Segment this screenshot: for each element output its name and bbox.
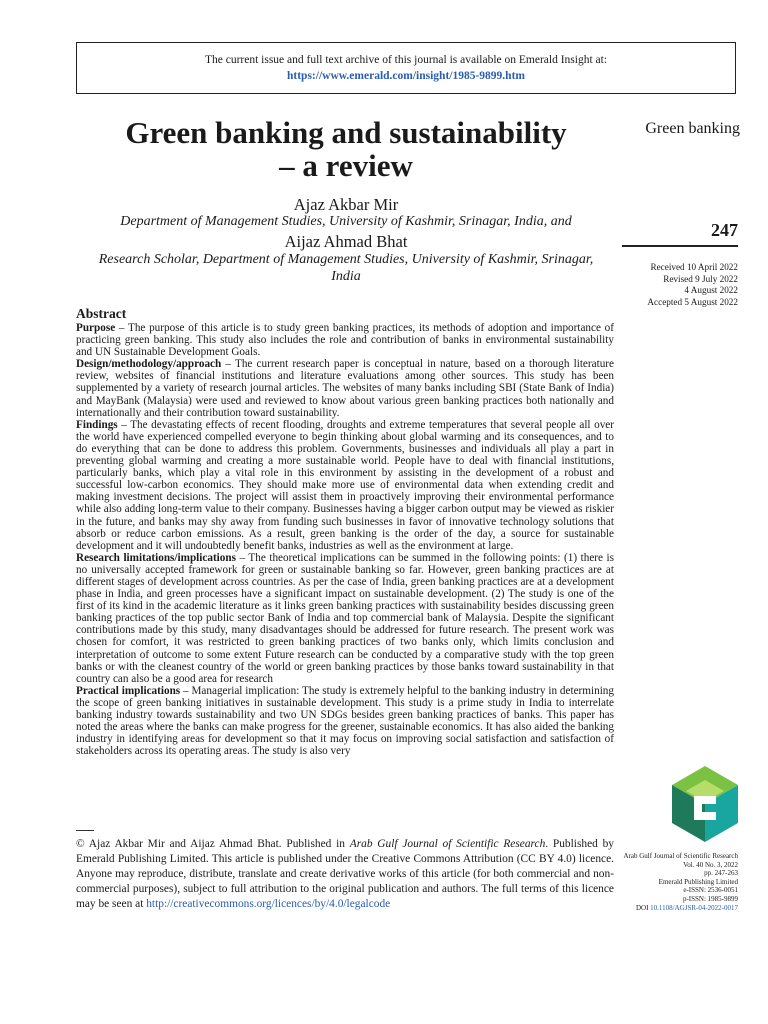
findings-label: Findings xyxy=(76,418,118,431)
abstract-findings xyxy=(76,419,614,552)
article-title xyxy=(76,116,616,182)
abstract-design xyxy=(76,358,614,418)
accepted-date: Accepted 5 August 2022 xyxy=(647,296,738,307)
doi-link[interactable]: 10.1108/AGJSR-04-2022-0017 xyxy=(650,903,738,912)
journal-eissn: e-ISSN: 2536-0051 xyxy=(683,886,738,895)
title-line-2: – a review xyxy=(279,148,413,183)
received-date: Received 10 April 2022 xyxy=(650,262,738,272)
practical-label: Practical implications xyxy=(76,684,181,697)
license-statement xyxy=(76,837,614,912)
abstract-limitations xyxy=(76,552,614,685)
running-head: Green banking xyxy=(645,120,740,137)
findings-text: – The devastating effects of recent flooding, droughts and extreme temperatures that several people all over the world have experienced compelled everyone to begin thinking about global warming and its consequences, and to do everything that can be done to address this problem. Governments, businesses and individuals all play a part in preventing global warming and creating a more sustainable world. People have to deal with financial institutions, particularly banks, which play a vital role in this environment by assisting in the development of a robust and successful low-carbon economics. They should make more use of environmental data when extending credit and making investment decisions. The project will assist them in proactively improving their environmental performance while also adding long-term value to their company. Businesses having a bigger carbon output may be viewed as riskier in the future, and banks may shy away from funding such businesses in favor of innovative technology solutions that absorb or reduce carbon emissions. As a result, green banking is the order of the day, a source for sustainable development and it will undoubtedly benefit banks, industries as well as the environment at large. xyxy=(76,418,614,552)
author-affiliation-1: Department of Management Studies, University of Kashmir, Srinagar, India, and xyxy=(120,214,572,229)
abstract-practical xyxy=(76,685,614,758)
submission-dates xyxy=(622,262,738,308)
design-label: Design/methodology/approach xyxy=(76,358,222,371)
journal-url-link[interactable]: https://www.emerald.com/insight/1985-9899.htm xyxy=(287,70,525,82)
author-name-2: Aijaz Ahmad Bhat xyxy=(284,232,408,251)
revised-date-1: Revised 9 July 2022 xyxy=(663,273,738,284)
license-text-2: . Published by Emerald Publishing Limited. This article is published under the Creative Commons Attribution (CC BY 4.0) licence. Anyone may reproduce, distribute, translate and create derivative works of this article (for both commercial and non-commercial purposes), subject to full attribution to the original publication and authors. The full terms of this licence may be seen at xyxy=(76,838,615,910)
banner-text: The current issue and full text archive of this journal is available on Emerald Insight at: xyxy=(204,54,608,66)
author-affiliation-2: Research Scholar, Department of Management Studies, University of Kashmir, Srinagar, India xyxy=(98,252,594,284)
margin-rule xyxy=(622,245,738,247)
journal-name-italic: Arab Gulf Journal of Scientific Research xyxy=(349,838,546,850)
journal-metadata xyxy=(618,852,738,912)
license-link[interactable]: http://creativecommons.org/licences/by/4.0/legalcode xyxy=(146,898,391,910)
title-line-1: Green banking and sustainability xyxy=(125,115,567,150)
journal-publisher: Emerald Publishing Limited xyxy=(658,877,738,886)
journal-doi xyxy=(618,904,738,913)
author-name-1: Ajaz Akbar Mir xyxy=(293,195,399,214)
emerald-logo-icon xyxy=(672,766,738,842)
practical-text: – Managerial implication: The study is extremely helpful to the banking industry in determining the scope of green banking initiatives in sustainable development. This study is a prime study in India to interrelate banking industry towards sustainability and two UN SDGs besides green banking practices of banks. This paper has noted the areas where the banks can make progress for the greener, sustainable economics. It has also aided the banking industry in identifying areas for development so that it may focus on improving social satisfaction and satisfaction of stakeholders across its operating areas. The study is also very xyxy=(76,684,614,758)
doi-label: DOI xyxy=(635,903,651,912)
journal-volume: Vol. 40 No. 3, 2022 xyxy=(683,860,738,869)
purpose-label: Purpose xyxy=(76,322,116,334)
journal-pages: pp. 247-263 xyxy=(704,869,738,878)
journal-name: Arab Gulf Journal of Scientific Research xyxy=(623,852,738,860)
footnote-rule xyxy=(76,830,94,831)
revised-date-2: 4 August 2022 xyxy=(684,285,738,296)
limitations-label: Research limitations/implications xyxy=(76,551,236,564)
abstract-purpose xyxy=(76,322,614,358)
abstract-heading: Abstract xyxy=(76,306,127,321)
journal-pissn: p-ISSN: 1985-9899 xyxy=(682,894,738,903)
limitations-text: – The theoretical implications can be summed in the following points: (1) there is no universally accepted framework for green or sustainable banking so far. However, green banking practices are at different stages of development across countries. As per the case of India, green banking practices are at a development phase in India, and green processes have a significant impact on sustainable development. (2) The study is one of the first of its kind in the academic literature as it links green banking practices with sustainability besides discussing green banking practices of the top public sector Bank of India and top commercial bank of Malaysia. Despite the significant contributions made by this study, many disadvantages should be addressed for future research. The present work was chosen for comfort, it was restricted to green banking practices of two banks only, which limits conclusion and interpretation of outcome to some extent Future research can be conducted by a comparative study with the top green banks or with the cleanest country of the world or green banking practices by those banks toward sustainability in that country can also be a good area for research xyxy=(76,551,614,685)
journal-archive-banner xyxy=(76,42,736,94)
license-text-1: © Ajaz Akbar Mir and Aijaz Ahmad Bhat. Published in xyxy=(76,838,350,850)
design-text: – The current research paper is conceptual in nature, based on a thorough literature review, websites of financial institutions and literature evaluations among other sources. This study has been supplemented by a variety of research journal articles. The websites of many banks including SBI (State Bank of India) and MayBank (Malaysia) were used and reviewed to know about various green banking practices both nationally and internationally and their contribution toward sustainability. xyxy=(76,358,614,419)
purpose-text: – The purpose of this article is to study green banking practices, its methods of adoption and importance of practicing green banking. This study also includes the role and contribution of banks in environmental sustainability and UN Sustainable Development Goals. xyxy=(76,322,614,359)
abstract-body xyxy=(76,322,614,757)
page-number: 247 xyxy=(711,220,738,240)
